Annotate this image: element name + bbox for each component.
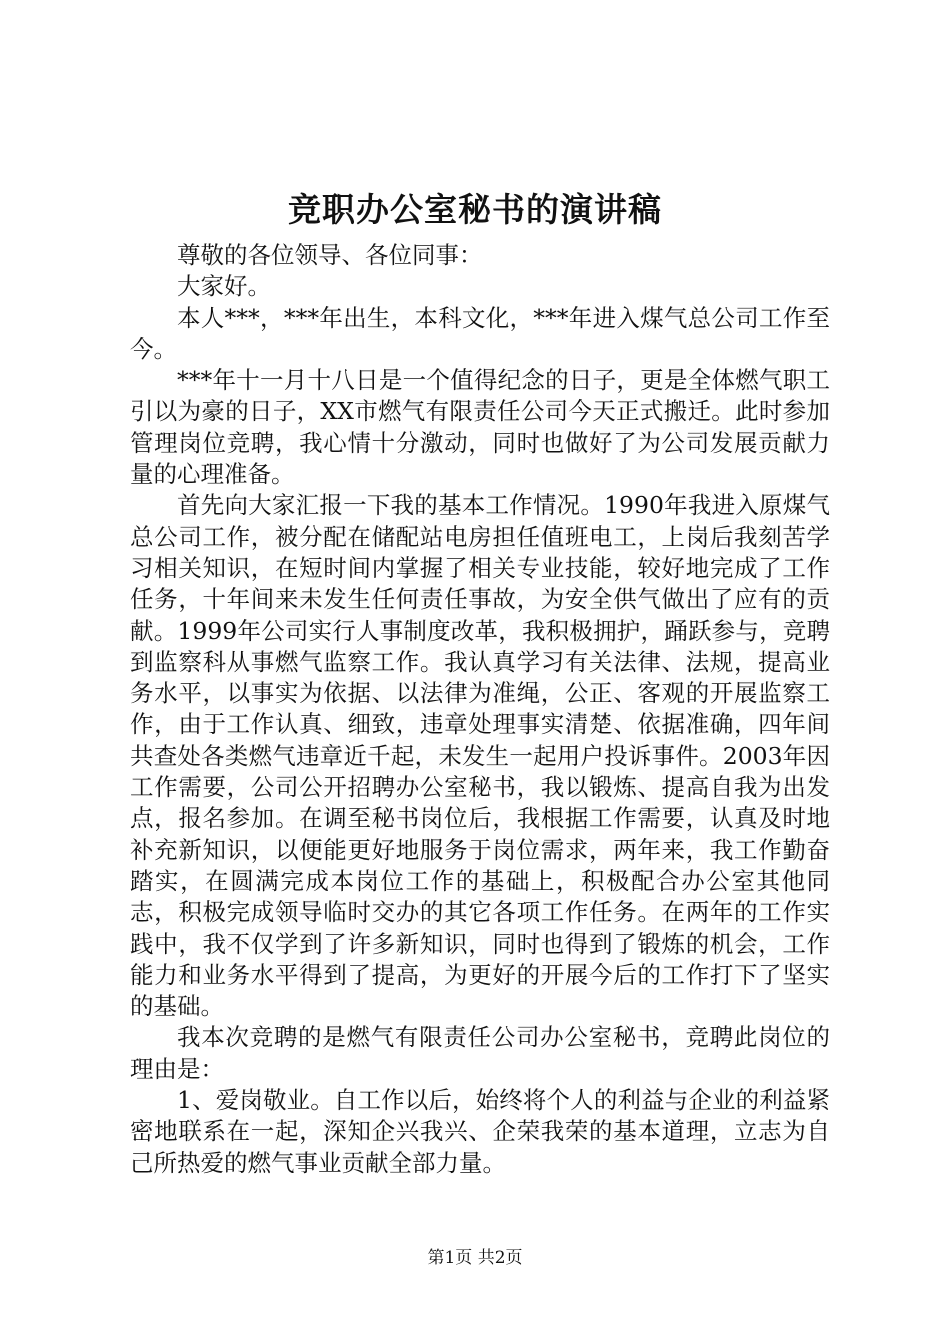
document-body	[130, 240, 830, 1179]
self-introduction-paragraph: 本人***，***年出生，本科文化，***年进入煤气总公司工作至今。	[130, 303, 830, 363]
salutation-paragraph: 尊敬的各位领导、各位同事：	[177, 241, 483, 269]
relocation-paragraph: ***年十一月十八日是一个值得纪念的日子，更是全体燃气职工引以为豪的日子，XX市燃气有限责任公司今天正式搬迁。此时参加管理岗位竞聘，我心情十分激动，同时也做好了为公司发展贡献力量的心理准备。	[130, 366, 830, 489]
work-history-paragraph: 首先向大家汇报一下我的基本工作情况。1990年我进入原煤气总公司工作，被分配在储配站电房担任值班电工，上岗后我刻苦学习相关知识，在短时间内掌握了相关专业技能，较好地完成了工作任务，十年间来未发生任何责任事故，为安全供气做出了应有的贡献。1999年公司实行人事制度改革，我积极拥护，踊跃参与，竞聘到监察科从事燃气监察工作。我认真学习有关法律、法规，提高业务水平，以事实为依据、以法律为准绳，公正、客观的开展监察工作，由于工作认真、细致，违章处理事实清楚、依据准确，四年间共查处各类燃气违章近千起，未发生一起用户投诉事件。2003年因工作需要，公司公开招聘办公室秘书，我以锻炼、提高自我为出发点，报名参加。在调至秘书岗位后，我根据工作需要，认真及时地补充新知识，以便能更好地服务于岗位需求，两年来，我工作勤奋踏实，在圆满完成本岗位工作的基础上，积极配合办公室其他同志，积极完成领导临时交办的其它各项工作任务。在两年的工作实践中，我不仅学到了许多新知识，同时也得到了锻炼的机会，工作能力和业务水平得到了提高，为更好的开展今后的工作打下了坚实的基础。	[130, 491, 830, 1021]
page-number-footer: 第1页 共2页	[427, 1248, 523, 1268]
document-title: 竞职办公室秘书的演讲稿	[288, 190, 662, 229]
reason-one-paragraph: 1、爱岗敬业。自工作以后，始终将个人的利益与企业的利益紧密地联系在一起，深知企兴我兴、企荣我荣的基本道理，立志为自己所热爱的燃气事业贡献全部力量。	[130, 1086, 830, 1177]
position-reason-paragraph: 我本次竞聘的是燃气有限责任公司办公室秘书，竞聘此岗位的理由是：	[130, 1023, 830, 1083]
greeting-paragraph: 大家好。	[177, 272, 271, 301]
